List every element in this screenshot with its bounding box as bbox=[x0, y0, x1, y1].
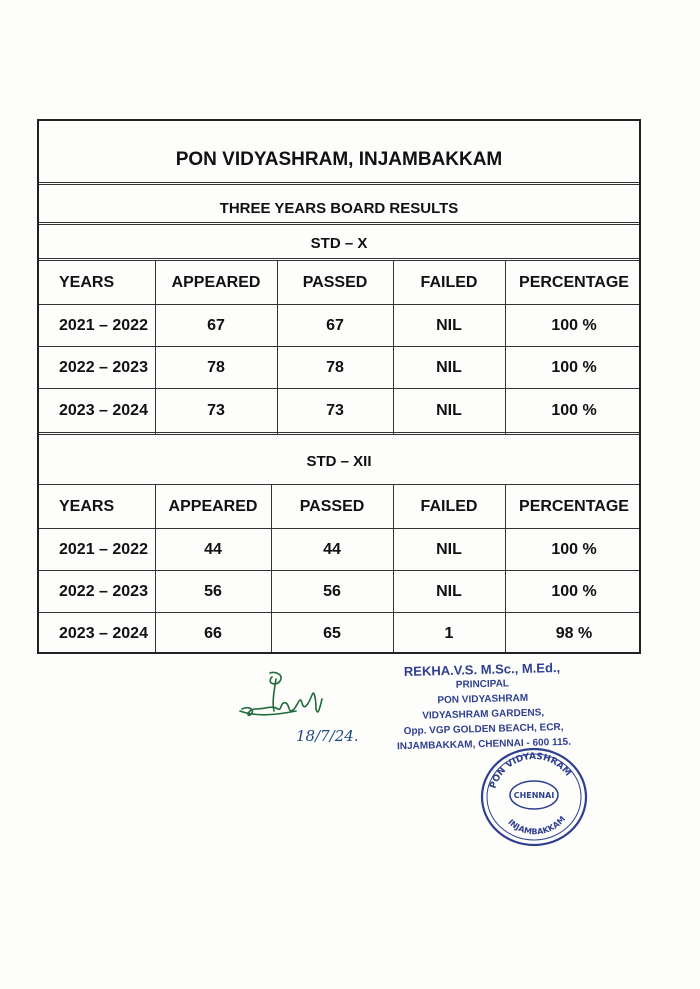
passed-cell: 67 bbox=[326, 316, 344, 334]
principal-signature bbox=[236, 665, 376, 750]
column-divider bbox=[271, 485, 272, 652]
appeared-cell: 44 bbox=[204, 540, 222, 558]
appeared-cell: 56 bbox=[204, 582, 222, 600]
school-seal bbox=[478, 745, 590, 850]
column-header-appeared: APPEARED bbox=[171, 273, 261, 291]
failed-cell: NIL bbox=[436, 358, 462, 376]
stamp-school: PON VIDYASHRAM bbox=[437, 692, 529, 707]
table-row bbox=[39, 571, 639, 613]
percentage-cell: 100 % bbox=[551, 358, 597, 376]
table-row bbox=[39, 529, 639, 571]
std-xii-heading-row bbox=[39, 435, 639, 485]
passed-cell: 44 bbox=[323, 540, 341, 558]
appeared-cell: 66 bbox=[204, 624, 222, 642]
passed-cell: 78 bbox=[326, 358, 344, 376]
year-cell: 2022 – 2023 bbox=[59, 358, 148, 376]
table-row bbox=[39, 347, 639, 389]
failed-cell: NIL bbox=[436, 540, 462, 558]
stamp-campus: VIDYASHRAM GARDENS, bbox=[422, 707, 545, 722]
appeared-cell: 73 bbox=[207, 401, 225, 419]
table-row bbox=[39, 305, 639, 347]
percentage-cell: 98 % bbox=[555, 624, 593, 642]
passed-cell: 56 bbox=[323, 582, 341, 600]
header-row bbox=[39, 261, 639, 305]
signature-date: 18/7/24. bbox=[296, 727, 359, 745]
stamp-address: Opp. VGP GOLDEN BEACH, ECR, bbox=[403, 721, 564, 738]
column-header-failed: FAILED bbox=[420, 273, 478, 291]
column-divider bbox=[393, 261, 394, 435]
failed-cell: 1 bbox=[444, 624, 454, 642]
column-divider bbox=[155, 261, 156, 435]
principal-designation: PRINCIPAL bbox=[455, 678, 510, 691]
column-divider bbox=[277, 261, 278, 435]
appeared-cell: 67 bbox=[207, 316, 225, 334]
column-header-years: YEARS bbox=[59, 273, 115, 291]
table-row bbox=[39, 389, 639, 435]
svg-text:PON VIDYASHRAM: PON VIDYASHRAM bbox=[488, 751, 573, 791]
stamp-city: INJAMBAKKAM, CHENNAI - 600 115. bbox=[396, 736, 572, 753]
std-x-heading-row bbox=[39, 225, 639, 261]
column-header-percentage: PERCENTAGE bbox=[519, 497, 629, 515]
passed-cell: 73 bbox=[326, 401, 344, 419]
column-divider bbox=[155, 485, 156, 652]
year-cell: 2023 – 2024 bbox=[59, 624, 148, 642]
header-row bbox=[39, 485, 639, 529]
failed-cell: NIL bbox=[436, 316, 462, 334]
board-results-table bbox=[37, 119, 641, 654]
percentage-cell: 100 % bbox=[551, 401, 597, 419]
failed-cell: NIL bbox=[436, 582, 462, 600]
percentage-cell: 100 % bbox=[551, 316, 597, 334]
school-name: PON VIDYASHRAM, INJAMBAKKAM bbox=[175, 149, 503, 170]
year-cell: 2021 – 2022 bbox=[59, 540, 148, 558]
table-row bbox=[39, 613, 639, 654]
column-header-passed: PASSED bbox=[299, 497, 365, 515]
principal-name: REKHA.V.S. M.Sc., M.Ed., bbox=[403, 659, 561, 680]
column-header-years: YEARS bbox=[59, 497, 115, 515]
percentage-cell: 100 % bbox=[551, 582, 597, 600]
failed-cell: NIL bbox=[436, 401, 462, 419]
svg-text:CHENNAI: CHENNAI bbox=[513, 791, 555, 800]
section-label: STD – XII bbox=[306, 453, 372, 470]
subtitle-row bbox=[39, 185, 639, 225]
percentage-cell: 100 % bbox=[551, 540, 597, 558]
year-cell: 2022 – 2023 bbox=[59, 582, 148, 600]
title-row bbox=[39, 121, 639, 185]
report-title: THREE YEARS BOARD RESULTS bbox=[219, 200, 459, 217]
svg-text:INJAMBAKKAM: INJAMBAKKAM bbox=[506, 814, 568, 837]
year-cell: 2021 – 2022 bbox=[59, 316, 148, 334]
column-divider bbox=[505, 485, 506, 652]
column-header-appeared: APPEARED bbox=[168, 497, 258, 515]
column-divider bbox=[393, 485, 394, 652]
section-label: STD – X bbox=[310, 235, 368, 252]
column-header-percentage: PERCENTAGE bbox=[519, 273, 629, 291]
principal-stamp-block bbox=[367, 659, 599, 755]
appeared-cell: 78 bbox=[207, 358, 225, 376]
column-header-failed: FAILED bbox=[420, 497, 478, 515]
year-cell: 2023 – 2024 bbox=[59, 401, 148, 419]
column-divider bbox=[505, 261, 506, 435]
column-header-passed: PASSED bbox=[302, 273, 368, 291]
passed-cell: 65 bbox=[323, 624, 341, 642]
